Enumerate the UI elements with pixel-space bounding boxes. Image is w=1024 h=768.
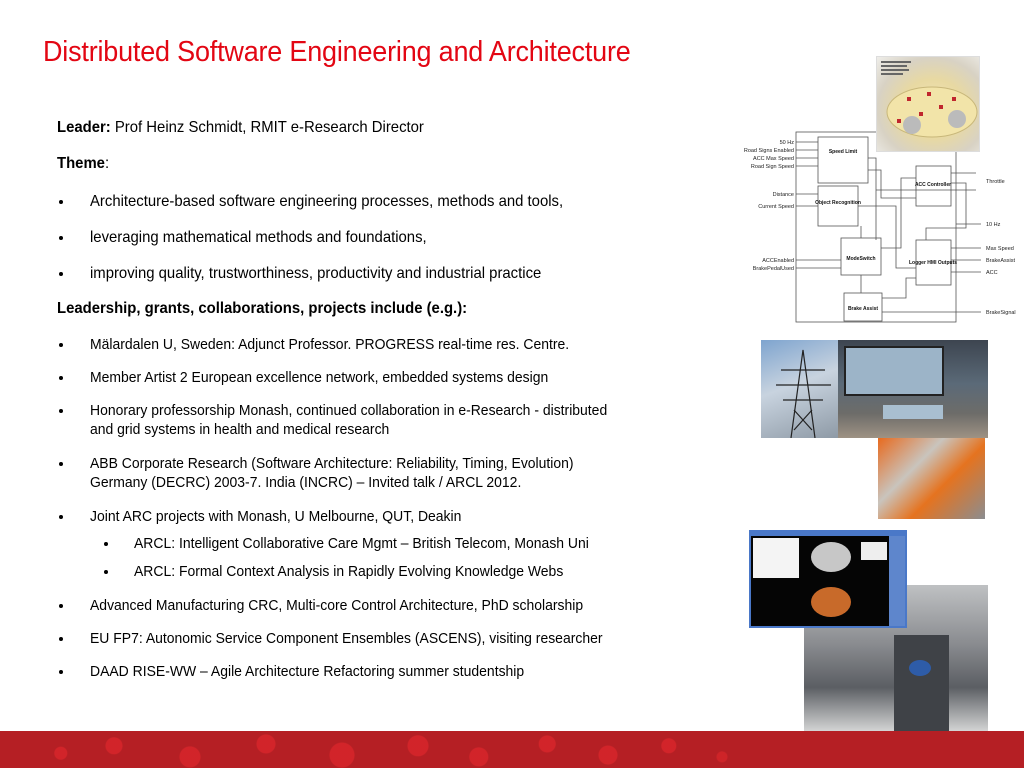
- bullet-icon: [59, 236, 63, 240]
- bullet-icon: [59, 409, 63, 413]
- theme-colon: :: [104, 155, 110, 172]
- bullet-icon: [59, 200, 63, 204]
- bullet-text: Mälardalen U, Sweden: Adjunct Professor. PROGRESS real-time res. Centre.: [90, 336, 570, 353]
- car-illustration-icon: [877, 57, 980, 152]
- medical-imaging-screenshot: [749, 530, 907, 628]
- bullet-text: EU FP7: Autonomic Service Component Ensembles (ASCENS), visiting researcher: [90, 630, 603, 647]
- bullet-icon: [59, 343, 63, 347]
- leadership-heading-text: Leadership, grants, collaborations, projects include (e.g.):: [57, 300, 468, 317]
- bullet-icon: [59, 670, 63, 674]
- diagram-input-label: Distance: [772, 192, 794, 198]
- component-diagram: [736, 128, 1021, 324]
- industrial-robots-photo: [878, 438, 985, 519]
- bullet-icon: [59, 272, 63, 276]
- bullet-text: Advanced Manufacturing CRC, Multi-core Control Architecture, PhD scholarship: [90, 597, 584, 614]
- bullet-text: Joint ARC projects with Monash, U Melbourne, QUT, Deakin: [90, 508, 462, 525]
- leadership-heading: [57, 299, 498, 319]
- power-pylon-photo: [761, 340, 838, 438]
- bullet-text: Architecture-based software engineering processes, methods and tools,: [90, 193, 564, 210]
- component-logger-hmi: Logger HMI Outputs: [908, 260, 958, 266]
- footer-band: [0, 731, 1024, 768]
- diagram-input-label: BrakePedalUsed: [752, 266, 794, 272]
- bullet-text-continued: and grid systems in health and medical research: [90, 421, 390, 438]
- bullet-text: ABB Corporate Research (Software Architecture: Reliability, Timing, Evolution): [90, 455, 574, 472]
- diagram-output-label: BrakeSignal: [986, 310, 1016, 316]
- bullet-icon: [59, 462, 63, 466]
- bullet-text: Member Artist 2 European excellence network, embedded systems design: [90, 369, 549, 386]
- diagram-input-label: ACC Max Speed: [753, 156, 794, 162]
- diagram-output-label: ACC: [986, 270, 998, 276]
- bullet-text: improving quality, trustworthiness, productivity and industrial practice: [90, 265, 542, 282]
- bullet-text: Honorary professorship Monash, continued collaboration in e-Research - distributed: [90, 402, 608, 419]
- leader-line: [57, 118, 451, 138]
- slide-title: Distributed Software Engineering and Architecture: [43, 36, 631, 68]
- bullet-icon: [104, 570, 108, 574]
- theme-label: Theme: [57, 155, 105, 172]
- car-electronics-photo: [876, 56, 980, 152]
- control-room-photo: [838, 340, 988, 438]
- diagram-input-label: Road Sign Speed: [750, 164, 794, 170]
- component-acc-controller: ACC Controller: [914, 182, 952, 188]
- bullet-icon: [59, 604, 63, 608]
- bullet-icon: [59, 515, 63, 519]
- diagram-input-label: Road Signs Enabled: [743, 148, 794, 154]
- leader-label: Leader:: [57, 119, 111, 136]
- bullet-text: ARCL: Intelligent Collaborative Care Mgmt – British Telecom, Monash Uni: [134, 535, 589, 552]
- diagram-output-label: Max Speed: [986, 246, 1014, 252]
- leader-value: Prof Heinz Schmidt, RMIT e-Research Director: [110, 119, 424, 136]
- bullet-text: DAAD RISE-WW – Agile Architecture Refactoring summer studentship: [90, 663, 525, 680]
- bullet-icon: [104, 542, 108, 546]
- component-object-recognition: Object Recognition: [815, 200, 861, 206]
- diagram-input-label: ACCEnabled: [762, 258, 794, 264]
- bullet-icon: [59, 637, 63, 641]
- bullet-text: leveraging mathematical methods and foundations,: [90, 229, 427, 246]
- component-diagram-svg: [736, 128, 1021, 324]
- bullet-icon: [59, 376, 63, 380]
- component-mode-switch: ModeSwitch: [846, 256, 876, 262]
- bullet-text: ARCL: Formal Context Analysis in Rapidly Evolving Knowledge Webs: [134, 563, 564, 580]
- pylon-icon: [761, 340, 838, 438]
- diagram-output-label: 10 Hz: [986, 222, 1001, 228]
- bullet-text-continued: Germany (DECRC) 2003-7. India (INCRC) – Invited talk / ARCL 2012.: [90, 474, 522, 491]
- diagram-output-label: Throttle: [986, 179, 1005, 185]
- component-brake-assist: Brake Assist: [847, 306, 879, 312]
- theme-heading: [57, 154, 113, 174]
- component-speed-limit: Speed Limit: [828, 149, 858, 155]
- diagram-output-label: BrakeAssist: [986, 258, 1016, 264]
- footer-dot-pattern: [0, 731, 760, 768]
- diagram-input-label: Current Speed: [758, 204, 794, 210]
- diagram-input-label: 50 Hz: [779, 140, 794, 146]
